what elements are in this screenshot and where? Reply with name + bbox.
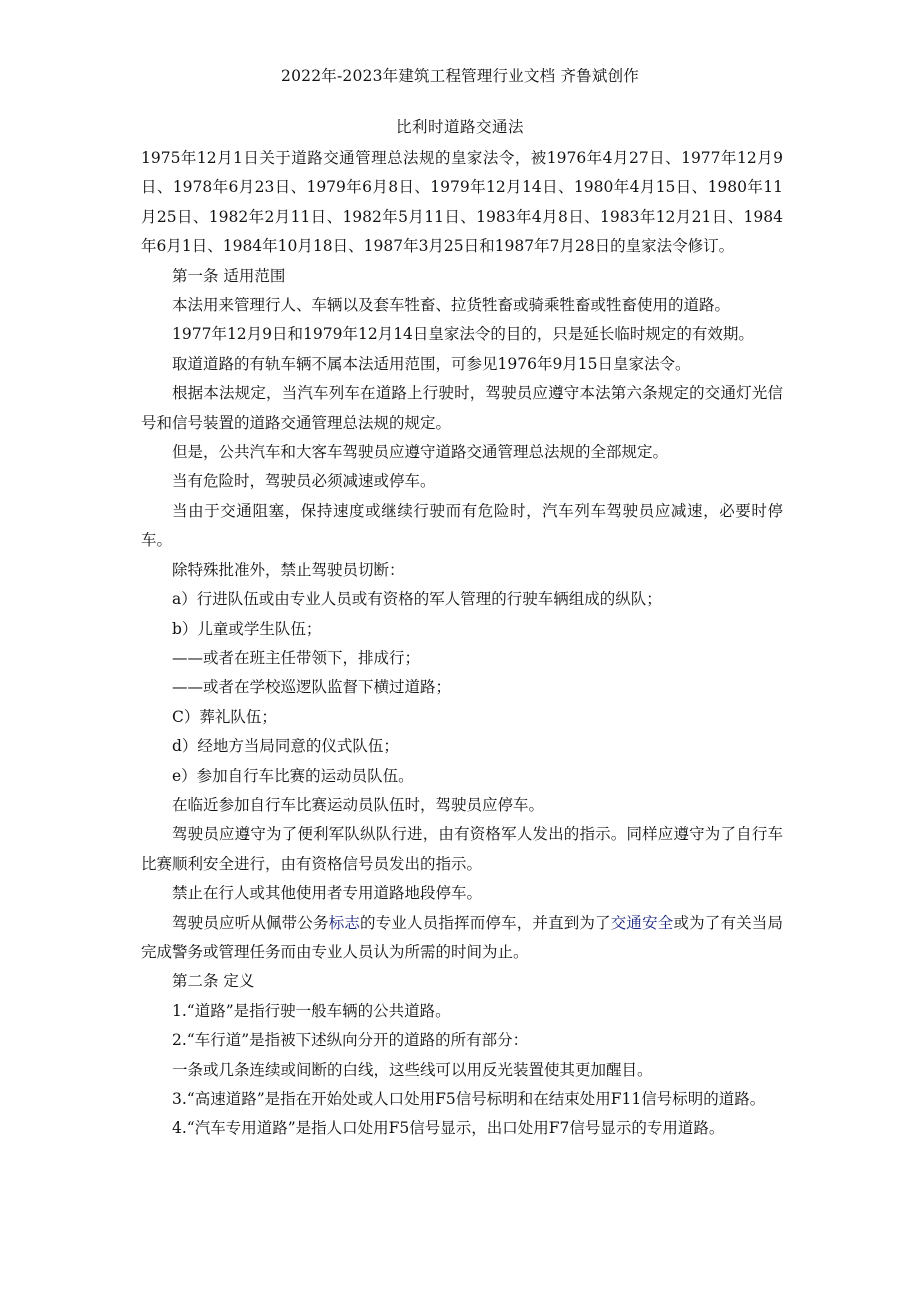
link-biaozhi[interactable]: 标志 (328, 913, 361, 932)
article-2-heading: 第二条 定义 (172, 972, 255, 991)
paragraph-text: 或为了有关当局完成警务或管理任务而由专业人员认为所需的时间为止。 (141, 913, 783, 961)
link-jiaotong-anquan[interactable]: 交通安全 (610, 913, 674, 932)
list-item: d）经地方当局同意的仪式队伍； (172, 737, 399, 756)
paragraph: 驾驶员应遵守为了便利军队纵队行进，由有资格军人发出的指示。同样应遵守为了自行车比赛顺利安全进行，由有资格信号员发出的指示。 (141, 825, 783, 873)
document-title: 比利时道路交通法 (395, 118, 524, 136)
list-subitem: ——或者在学校巡逻队监督下横过道路； (172, 678, 452, 697)
paragraph: 取道道路的有轨车辆不属本法适用范围，可参见1976年9月15日皇家法令。 (172, 354, 691, 373)
definition: 2.“车行道”是指被下述纵向分开的道路的所有部分： (172, 1031, 529, 1050)
document-body (141, 144, 783, 1144)
paragraph-with-links (141, 909, 783, 968)
definition: 3.“高速道路”是指在开始处或人口处用F5信号标明和在结束处用F11信号标明的道路。 (172, 1090, 766, 1108)
paragraph: 禁止在行人或其他使用者专用道路地段停车。 (172, 884, 483, 903)
list-item: b）儿童或学生队伍； (172, 619, 322, 638)
definition-note: 一条或几条连续或间断的白线，这些线可以用反光装置使其更加醒目。 (172, 1060, 653, 1079)
paragraph: 本法用来管理行人、车辆以及套车牲畜、拉货牲畜或骑乘牲畜或牲畜使用的道路。 (172, 296, 731, 315)
paragraph-text: 驾驶员应听从佩带公务 (172, 913, 329, 932)
paragraph: 除特殊批准外，禁止驾驶员切断： (172, 560, 405, 579)
preamble-paragraph: 1975年12月1日关于道路交通管理总法规的皇家法令，被1976年4月27日、1977年12月9日、1978年6月23日、1979年6月8日、1979年12月14日、1980年4月15日、1980年11月25日、1982年2月11日、1982年5月11日、1983年4月8日、1983年12月21日、1984年6月1日、1984年10月18日、1987年3月25日和1987年7月28日的皇家法令修订。 (141, 149, 783, 256)
paragraph-text: 的专业人员指挥而停车，并直到为了 (360, 913, 611, 932)
paragraph: 在临近参加自行车比赛运动员队伍时，驾驶员应停车。 (172, 795, 545, 814)
paragraph: 当由于交通阻塞，保持速度或继续行驶而有危险时，汽车列车驾驶员应减速，必要时停车。 (141, 501, 783, 550)
page-header: 2022年-2023年建筑工程管理行业文档 齐鲁斌创作 (281, 67, 639, 85)
paragraph: 当有危险时，驾驶员必须减速或停车。 (172, 472, 436, 491)
paragraph: 根据本法规定，当汽车列车在道路上行驶时，驾驶员应遵守本法第六条规定的交通灯光信号和信号装置的道路交通管理总法规的规定。 (141, 384, 783, 432)
list-subitem: ——或者在班主任带领下，排成行； (172, 648, 421, 667)
list-item: a）行进队伍或由专业人员或有资格的军人管理的行驶车辆组成的纵队； (172, 590, 662, 609)
article-1-heading: 第一条 适用范围 (172, 266, 286, 285)
paragraph: 但是，公共汽车和大客车驾驶员应遵守道路交通管理总法规的全部规定。 (172, 443, 669, 462)
list-item: e）参加自行车比赛的运动员队伍。 (172, 766, 414, 785)
definition: 1.“道路”是指行驶一般车辆的公共道路。 (172, 1001, 451, 1020)
list-item: C）葬礼队伍； (172, 707, 277, 726)
definition: 4.“汽车专用道路”是指人口处用F5信号显示，出口处用F7信号显示的专用道路。 (172, 1119, 725, 1138)
paragraph: 1977年12月9日和1979年12月14日皇家法令的目的，只是延长临时规定的有效期。 (172, 325, 754, 344)
